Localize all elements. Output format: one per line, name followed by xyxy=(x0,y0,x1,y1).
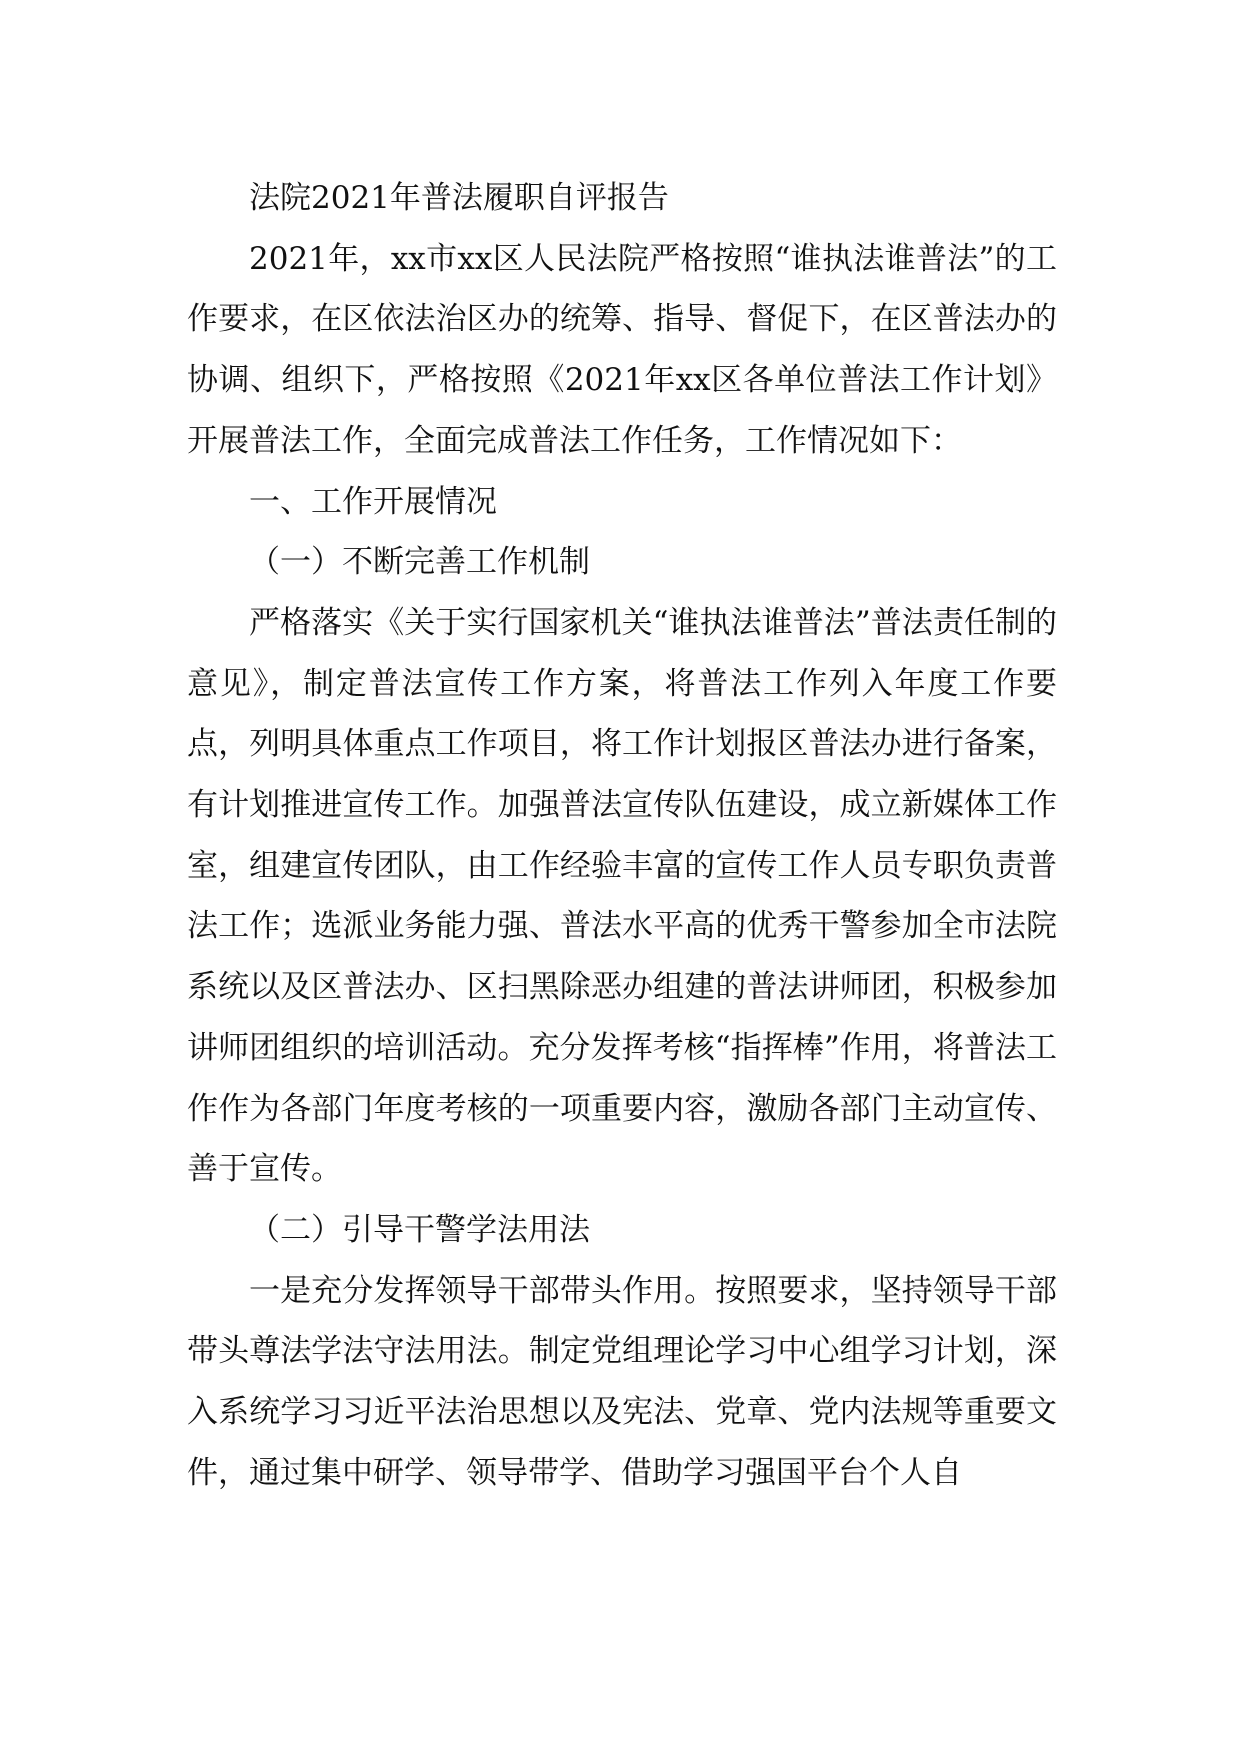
section-heading-1: 一、工作开展情况 xyxy=(249,483,497,520)
paragraph-leadership: 一是充分发挥领导干部带头作用。按照要求，坚持领导干部带头尊法学法守法用法。制定党组理论学习中心组学习计划，深入系统学习习近平法治思想以及宪法、党章、党内法规等重要文件，通过集中研学、领导带学、借助学习强国平台个人自 xyxy=(187,1272,1057,1491)
document-body xyxy=(187,168,1057,1503)
paragraph-work-mechanism: 严格落实《关于实行国家机关“谁执法谁普法”普法责任制的意见》，制定普法宣传工作方案，将普法工作列入年度工作要点，列明具体重点工作项目，将工作计划报区普法办进行备案，有计划推进宣传工作。加强普法宣传队伍建设，成立新媒体工作室，组建宣传团队，由工作经验丰富的宣传工作人员专职负责普法工作；选派业务能力强、普法水平高的优秀干警参加全市法院系统以及区普法办、区扫黑除恶办组建的普法讲师团，积极参加讲师团组织的培训活动。充分发挥考核“指挥棒”作用，将普法工作作为各部门年度考核的一项重要内容，激励各部门主动宣传、善于宣传。 xyxy=(187,604,1057,1188)
document-title: 法院2021年普法履职自评报告 xyxy=(249,180,669,216)
subsection-heading-2: （二）引导干警学法用法 xyxy=(249,1211,590,1248)
paragraph-intro: 2021年，xx市xx区人民法院严格按照“谁执法谁普法”的工作要求，在区依法治区办的统筹、指导、督促下，在区普法办的协调、组织下，严格按照《2021年xx区各单位普法工作计划》开展普法工作，全面完成普法工作任务，工作情况如下： xyxy=(187,240,1057,459)
subsection-heading-1: （一）不断完善工作机制 xyxy=(249,544,590,581)
